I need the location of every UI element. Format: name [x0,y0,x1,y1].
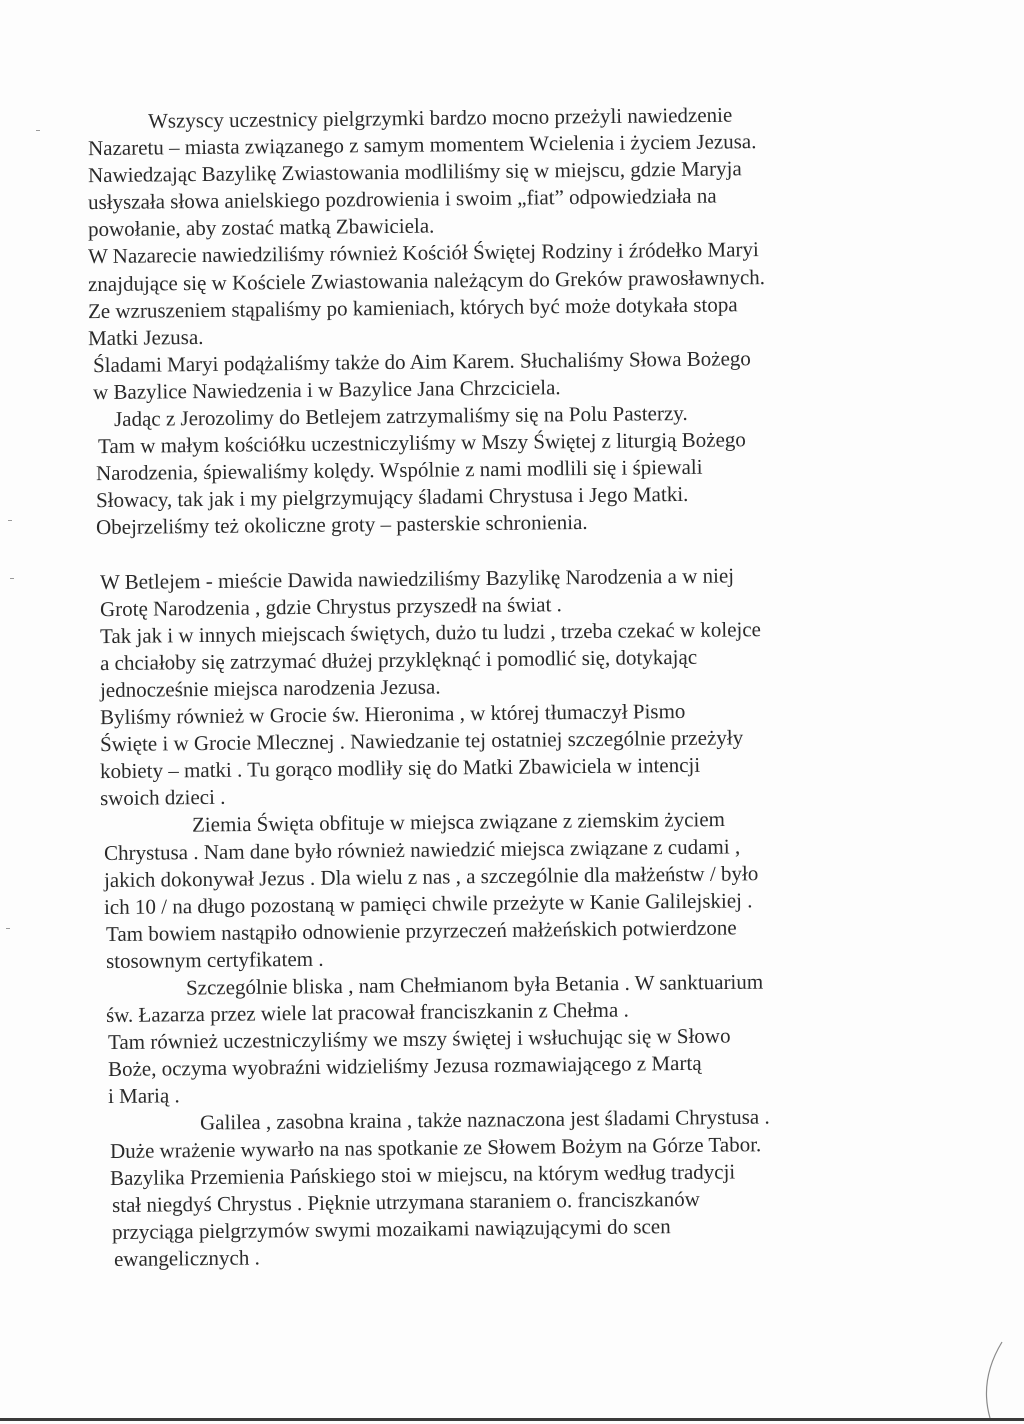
text-line: powołanie, aby zostać matką Zbawiciela. [87,213,435,242]
document-body [88,104,878,1269]
text-line: usłyszała słowa anielskiego pozdrowienia i swoim „fiat” odpowiedziała na [87,183,717,215]
scan-bottom-edge [0,1418,1024,1421]
text-line: swoich dzieci . [99,785,226,811]
text-line: Tak jak i w innych miejscach świętych, dużo tu ludzi , trzeba czekać w kolejce [99,616,762,648]
text-line: Tam bowiem nastąpiło odnowienie przyrzeczeń małżeńskich potwierdzone [105,915,737,946]
text-line: Ziemia Święta obfituje w miejsca związane z ziemskim życiem [191,807,726,838]
scan-speck [10,578,14,579]
text-line: Śladami Maryi podążaliśmy także do Aim Karem. Słuchaliśmy Słowa Bożego [92,346,751,377]
text-line: Nawiedzając Bazylikę Zwiastowania modliliśmy się w miejscu, gdzie Maryja [87,156,742,188]
text-line: i Marią . [107,1083,180,1109]
text-line: jednocześnie miejsca narodzenia Jezusa. [99,674,441,703]
text-line: ewangelicznych . [113,1245,260,1271]
text-line: św. Łazarza przez wiele lat pracował franciszkanin z Chełma . [105,997,629,1028]
text-line: Wszyscy uczestnicy pielgrzymki bardzo mocno przeżyli nawiedzenie [147,102,733,133]
text-line: Ze wzruszeniem stąpaliśmy po kamieniach, których być może dotykała stopa [87,291,738,323]
text-line: znajdujące się w Kościele Zwiastowania należącym do Greków prawosławnych. [87,264,766,296]
text-line: W Betlejem - mieście Dawida nawiedziliśmy Bazylikę Narodzenia a w niej [99,563,735,594]
text-line: Galilea , zasobna kraina , także naznaczona jest śladami Chrystusa . [199,1105,770,1136]
text-line: Duże wrażenie wywarło na nas spotkanie ze Słowem Bożym na Górze Tabor. [109,1131,762,1163]
text-line: w Bazylice Nawiedzenia i w Bazylice Jana Chrzciciela. [92,375,561,405]
text-line: Boże, oczyma wyobraźni widzieliśmy Jezusa rozmawiającego z Martą [107,1051,702,1082]
text-line: stosownym certyfikatem . [105,946,324,973]
text-line: stał niegdyś Chrystus . Pięknie utrzymana staraniem o. franciszkanów [111,1186,700,1217]
text-line: Tam w małym kościółku uczestniczyliśmy w Mszy Świętej z liturgią Bożego [97,427,746,459]
text-line: a chciałoby się zatrzymać dłużej przyklęknąć i pomodlić się, dotykając [99,644,698,675]
text-line: kobiety – matki . Tu gorąco modliły się do Matki Zbawiciela w intencji [99,753,701,784]
text-line: Święte i w Grocie Mlecznej . Nawiedzanie tej ostatniej szczególnie przeżyły [99,725,744,757]
text-line: Tam również uczestniczyliśmy we mszy świętej i wsłuchując się w Słowo [107,1023,731,1055]
text-line: jakich dokonywał Jezus . Dla wielu z nas , a szczególnie dla małżeństw / było [103,860,759,892]
text-line: ich 10 / na długo pozostaną w pamięci chwile przeżyte w Kanie Galilejskiej . [103,887,753,919]
text-line: Szczególnie bliska , nam Chełmianom była Betania . W sanktuarium [185,969,764,1000]
scan-speck [8,520,12,521]
text-line: W Nazarecie nawiedziliśmy również Kościół Świętej Rodziny i źródełko Maryi [87,237,759,269]
scan-speck [6,928,10,929]
blank-line [88,538,878,565]
text-line: Nazaretu – miasta związanego z samym momentem Wcielenia i życiem Jezusa. [87,129,757,161]
text-line: Obejrzeliśmy też okoliczne groty – pasterskie schronienia. [95,510,588,540]
text-line: przyciąga pielgrzymów swymi mozaikami nawiązującymi do scen [111,1214,671,1244]
text-line: Byliśmy również w Grocie św. Hieronima , w której tłumaczył Pismo [99,699,686,730]
text-line: Narodzenia, śpiewaliśmy kolędy. Wspólnie z nami modlili się i śpiewali [95,454,703,486]
text-line: Słowacy, tak jak i my pielgrzymujący śladami Chrystusa i Jego Matki. [95,482,689,513]
text-line: Grotę Narodzenia , gdzie Chrystus przyszedł na świat . [99,591,562,621]
scan-speck [36,130,40,131]
text-line: Bazylika Przemienia Pańskiego stoi w miejscu, na którym według tradycji [109,1159,736,1190]
text-line: Matki Jezusa. [87,324,204,350]
text-line: Chrystusa . Nam dane było również nawiedzić miejsca związane z cudami , [103,833,741,865]
text-line: Jadąc z Jerozolimy do Betlejem zatrzymaliśmy się na Polu Pasterzy. [113,401,688,432]
page-edge-curl [978,1340,1008,1420]
